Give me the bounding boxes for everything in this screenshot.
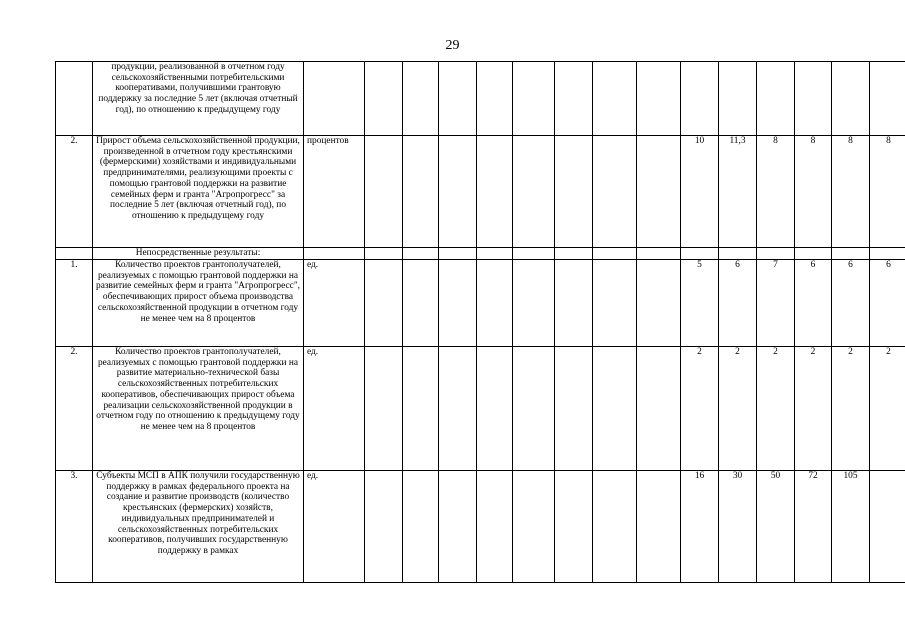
- indicator-description: Количество проектов грантополучателей, реализуемых с помощью грантовой поддержки на развитие семейных ферм и гранта "Агропрогресс", обеспечивающих прирост объема производства сельскохозяйственной продукции в отчетном году не менее чем на 8 процентов: [93, 260, 304, 347]
- indicator-description: продукции, реализованной в отчетном году сельскохозяйственными потребительскими кооперативами, получившими грантовую поддержку за последние 5 лет (включая отчетный год), по отношению к предыдущему году: [93, 62, 304, 136]
- value-cell: 16: [681, 471, 719, 583]
- unit-cell: процентов: [304, 136, 365, 248]
- empty-cell: [365, 62, 403, 136]
- empty-cell: [403, 136, 439, 248]
- value-cell: 72: [795, 471, 832, 583]
- value-cell: 6: [870, 260, 905, 347]
- empty-cell: [637, 248, 681, 260]
- indicator-description: Количество проектов грантополучателей, реализуемых с помощью грантовой поддержки на развитие материально-технической базы сельскохозяйственных потребительских кооперативов, обеспечивающих прирост объема реализации сельскохозяйственной продукции в отчетном году по отношению к предыдущему году не менее чем на 8 процентов: [93, 347, 304, 471]
- empty-cell: [477, 62, 513, 136]
- empty-cell: [555, 260, 593, 347]
- table-row: [56, 471, 905, 583]
- empty-cell: [757, 248, 795, 260]
- value-cell: 2: [681, 347, 719, 471]
- empty-cell: [681, 248, 719, 260]
- value-cell: 8: [795, 136, 832, 248]
- table-row: [56, 62, 905, 136]
- empty-cell: [304, 248, 365, 260]
- page-number: 29: [445, 38, 460, 53]
- empty-cell: [719, 248, 757, 260]
- value-cell: 2: [795, 347, 832, 471]
- empty-cell: [403, 471, 439, 583]
- value-cell: 105: [832, 471, 870, 583]
- empty-cell: [555, 347, 593, 471]
- empty-cell: [439, 471, 477, 583]
- empty-cell: [365, 136, 403, 248]
- value-cell: 5: [681, 260, 719, 347]
- table-row: [56, 248, 905, 260]
- indicators-table: [55, 61, 905, 583]
- table-row: [56, 260, 905, 347]
- empty-cell: [593, 248, 637, 260]
- empty-cell: [832, 248, 870, 260]
- value-cell: 2: [870, 347, 905, 471]
- value-cell: 11,3: [719, 136, 757, 248]
- indicator-description: Субъекты МСП в АПК получили государственную поддержку в рамках федерального проекта на создание и развитие производств (количество крестьянских (фермерских) хозяйств, индивидуальных предпринимателей и сельскохозяйственных потребительских кооперативов, получивших государственную поддержку в рамках: [93, 471, 304, 583]
- empty-cell: [477, 471, 513, 583]
- value-cell: 6: [832, 260, 870, 347]
- empty-cell: [555, 248, 593, 260]
- empty-cell: [637, 62, 681, 136]
- value-cell: [757, 62, 795, 136]
- empty-cell: [870, 248, 905, 260]
- empty-cell: [593, 471, 637, 583]
- empty-cell: [439, 248, 477, 260]
- value-cell: 2: [719, 347, 757, 471]
- value-cell: 10: [681, 136, 719, 248]
- value-cell: 8: [870, 136, 905, 248]
- empty-cell: [513, 471, 555, 583]
- value-cell: [870, 62, 905, 136]
- value-cell: [719, 62, 757, 136]
- row-number: 3.: [56, 471, 93, 583]
- value-cell: 2: [757, 347, 795, 471]
- unit-cell: [304, 62, 365, 136]
- empty-cell: [593, 62, 637, 136]
- empty-cell: [593, 260, 637, 347]
- unit-cell: ед.: [304, 260, 365, 347]
- empty-cell: [477, 248, 513, 260]
- empty-cell: [403, 248, 439, 260]
- empty-cell: [365, 471, 403, 583]
- empty-cell: [365, 248, 403, 260]
- value-cell: [832, 62, 870, 136]
- empty-cell: [439, 136, 477, 248]
- empty-cell: [513, 260, 555, 347]
- empty-cell: [513, 248, 555, 260]
- unit-cell: ед.: [304, 471, 365, 583]
- empty-cell: [593, 136, 637, 248]
- empty-cell: [795, 248, 832, 260]
- value-cell: 30: [719, 471, 757, 583]
- value-cell: [795, 62, 832, 136]
- empty-cell: [403, 62, 439, 136]
- empty-cell: [637, 260, 681, 347]
- empty-cell: [637, 347, 681, 471]
- empty-cell: [477, 260, 513, 347]
- value-cell: 7: [757, 260, 795, 347]
- empty-cell: [477, 347, 513, 471]
- value-cell: 6: [719, 260, 757, 347]
- value-cell: [681, 62, 719, 136]
- empty-cell: [555, 62, 593, 136]
- value-cell: 8: [757, 136, 795, 248]
- value-cell: 8: [832, 136, 870, 248]
- empty-cell: [477, 136, 513, 248]
- empty-cell: [439, 347, 477, 471]
- value-cell: 2: [832, 347, 870, 471]
- empty-cell: [555, 136, 593, 248]
- row-number: 2.: [56, 347, 93, 471]
- row-number: [56, 62, 93, 136]
- indicator-description: Прирост объема сельскохозяйственной продукции, произведенной в отчетном году крестьянскими (фермерскими) хозяйствами и индивидуальными предпринимателями, реализующими проекты с помощью грантовой поддержки на развитие семейных ферм и гранта "Агропрогресс" за последние 5 лет (включая отчетный год), по отношению к предыдущему году: [93, 136, 304, 248]
- empty-cell: [403, 347, 439, 471]
- table-row: [56, 347, 905, 471]
- empty-cell: [439, 62, 477, 136]
- empty-cell: [593, 347, 637, 471]
- empty-cell: [365, 260, 403, 347]
- value-cell: 6: [795, 260, 832, 347]
- empty-cell: [637, 471, 681, 583]
- empty-cell: [637, 136, 681, 248]
- empty-cell: [555, 471, 593, 583]
- empty-cell: [513, 347, 555, 471]
- empty-cell: [439, 260, 477, 347]
- value-cell: 50: [757, 471, 795, 583]
- row-number: 2.: [56, 136, 93, 248]
- empty-cell: [403, 260, 439, 347]
- section-subheader: Непосредственные результаты:: [93, 248, 304, 260]
- table-row: [56, 136, 905, 248]
- empty-cell: [365, 347, 403, 471]
- empty-cell: [513, 136, 555, 248]
- row-number: 1.: [56, 260, 93, 347]
- unit-cell: ед.: [304, 347, 365, 471]
- value-cell: [870, 471, 905, 583]
- empty-cell: [513, 62, 555, 136]
- empty-cell: [56, 248, 93, 260]
